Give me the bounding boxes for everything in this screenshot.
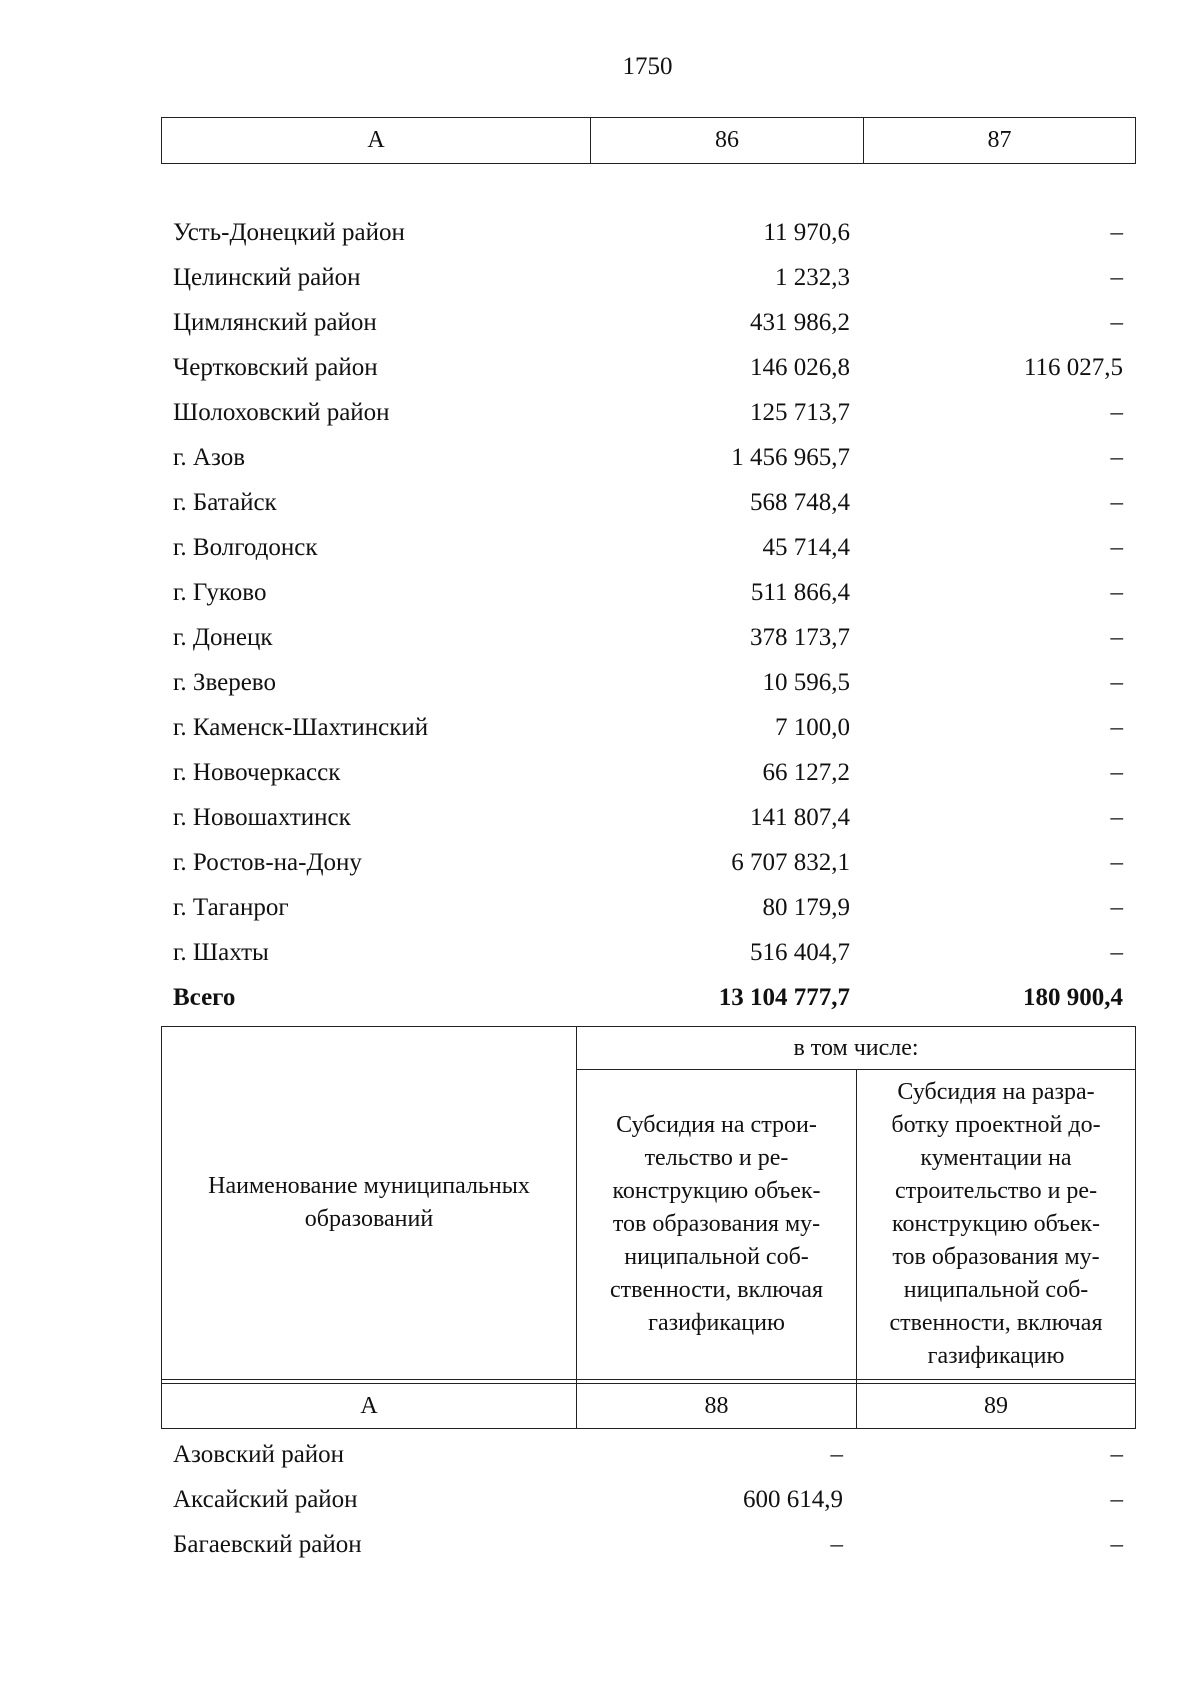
value-col-87: – (1110, 669, 1123, 696)
value-col-86: 568 748,4 (750, 489, 850, 516)
header-col-a: А (162, 118, 591, 164)
value-col-86: 10 596,5 (762, 669, 850, 696)
table-row (161, 615, 1135, 660)
table-row (161, 885, 1135, 930)
municipality-name: г. Новошахтинск (173, 804, 351, 831)
value-col-86: 7 100,0 (775, 714, 850, 741)
subsidy-design-docs-header (857, 1070, 1136, 1380)
value-col-87: – (1110, 219, 1123, 246)
value-col-87: – (1110, 804, 1123, 831)
value-col-86: 11 970,6 (763, 219, 850, 246)
table-row (161, 795, 1135, 840)
municipality-name: г. Гуково (173, 579, 267, 606)
subsidy-construction-header (577, 1070, 857, 1380)
value-col-89: – (1110, 1441, 1123, 1468)
municipality-name: г. Таганрог (173, 894, 289, 921)
table-row (161, 1432, 1135, 1477)
value-col-88: 600 614,9 (743, 1486, 843, 1513)
subsidy-construction-header-line: конструкцию объек- (612, 1178, 821, 1204)
subsidy-design-docs-header-line: ственности, включая (889, 1310, 1103, 1336)
value-col-86: 516 404,7 (750, 939, 850, 966)
value-col-86: 45 714,4 (762, 534, 850, 561)
subsidy-design-docs-header-line: конструкцию объек- (892, 1211, 1101, 1237)
total-col-87: 180 900,4 (1023, 984, 1123, 1011)
table2-body (161, 1432, 1135, 1567)
municipality-name: Багаевский район (173, 1531, 362, 1558)
value-col-87: – (1110, 309, 1123, 336)
subsidy-design-docs-header-line: газификацию (927, 1343, 1065, 1369)
municipality-name: г. Зверево (173, 669, 276, 696)
value-col-87: – (1110, 939, 1123, 966)
table1-body (161, 210, 1135, 1020)
value-col-87: – (1110, 894, 1123, 921)
table-row (161, 930, 1135, 975)
table1-header (161, 117, 1136, 164)
subsidy-design-docs-header-line: строительство и ре- (894, 1178, 1098, 1204)
table-row (161, 480, 1135, 525)
value-col-86: 1 232,3 (775, 264, 850, 291)
subsidy-construction-header-line: Субсидия на строи- (616, 1112, 817, 1138)
municipality-name: Шолоховский район (173, 399, 390, 426)
value-col-86: 146 026,8 (750, 354, 850, 381)
value-col-86: 1 456 965,7 (731, 444, 850, 471)
municipality-name: Азовский район (173, 1441, 345, 1468)
value-col-88: – (830, 1441, 843, 1468)
header-col-a-2: А (162, 1384, 577, 1429)
value-col-86: 66 127,2 (762, 759, 850, 786)
table-row (161, 435, 1135, 480)
municipality-name: Аксайский район (173, 1486, 358, 1513)
subsidy-design-docs-header-line: ботку проектной до- (891, 1112, 1101, 1138)
value-col-86: 511 866,4 (750, 579, 850, 606)
municipality-name: г. Волгодонск (173, 534, 318, 561)
value-col-86: 6 707 832,1 (731, 849, 850, 876)
table2-header (161, 1026, 1136, 1429)
subsidy-design-docs-header-line: тов образования му- (892, 1244, 1100, 1270)
value-col-89: – (1110, 1531, 1123, 1558)
table-row (161, 255, 1135, 300)
subsidy-construction-header-line: тов образования му- (612, 1211, 821, 1237)
value-col-87: – (1110, 399, 1123, 426)
municipality-name: Чертковский район (173, 354, 378, 381)
value-col-86: 141 807,4 (750, 804, 850, 831)
page-number: 1750 (622, 53, 673, 80)
value-col-87: – (1110, 489, 1123, 516)
total-col-86: 13 104 777,7 (718, 984, 850, 1011)
value-col-86: 431 986,2 (750, 309, 850, 336)
table-row (161, 1477, 1135, 1522)
table-row (161, 570, 1135, 615)
municipality-name: Целинский район (173, 264, 361, 291)
value-col-87: – (1110, 264, 1123, 291)
value-col-89: – (1110, 1486, 1123, 1513)
value-col-86: 378 173,7 (750, 624, 850, 651)
municipality-name: г. Новочеркасск (173, 759, 341, 786)
subsidy-construction-header-line: ственности, включая (610, 1277, 823, 1303)
value-col-87: – (1110, 714, 1123, 741)
table-row (161, 705, 1135, 750)
table-row (161, 345, 1135, 390)
municipality-name-header-text: Наименование муниципальных образований (208, 1173, 530, 1232)
municipality-name: г. Каменск-Шахтинский (173, 714, 429, 741)
value-col-88: – (830, 1531, 843, 1558)
value-col-87: – (1110, 624, 1123, 651)
value-col-87: – (1110, 444, 1123, 471)
value-col-87: – (1110, 534, 1123, 561)
municipality-name: г. Шахты (173, 939, 269, 966)
municipality-name: Усть-Донецкий район (173, 219, 405, 246)
total-row (161, 975, 1135, 1020)
header-col-86: 86 (591, 118, 864, 164)
value-col-86: 125 713,7 (750, 399, 850, 426)
header-col-88: 88 (577, 1384, 857, 1429)
subsidy-construction-header-line: газификацию (648, 1310, 785, 1336)
municipality-name: г. Азов (173, 444, 246, 471)
header-col-89: 89 (857, 1384, 1136, 1429)
subsidy-design-docs-header-line: ниципальной соб- (903, 1277, 1089, 1303)
value-col-87: – (1110, 849, 1123, 876)
table-row (161, 210, 1135, 255)
value-col-87: – (1110, 759, 1123, 786)
table-row (161, 525, 1135, 570)
total-label: Всего (173, 984, 236, 1011)
table-row (161, 300, 1135, 345)
subsidy-construction-header-line: ниципальной соб- (624, 1244, 809, 1270)
header-col-87: 87 (864, 118, 1136, 164)
table-row (161, 660, 1135, 705)
subsidy-design-docs-header-line: Субсидия на разра- (897, 1079, 1095, 1105)
municipality-name: г. Батайск (173, 489, 277, 516)
table-row (161, 750, 1135, 795)
municipality-name: г. Ростов-на-Дону (173, 849, 362, 876)
table-row (161, 1522, 1135, 1567)
municipality-name: Цимлянский район (173, 309, 377, 336)
including-header: в том числе: (577, 1027, 1136, 1070)
subsidy-design-docs-header-line: кументации на (920, 1145, 1072, 1171)
table-row (161, 390, 1135, 435)
value-col-87: 116 027,5 (1023, 354, 1123, 381)
table-row (161, 840, 1135, 885)
value-col-87: – (1110, 579, 1123, 606)
municipality-name: г. Донецк (173, 624, 273, 651)
municipality-name-header (162, 1027, 577, 1380)
subsidy-construction-header-line: тельство и ре- (644, 1145, 789, 1171)
value-col-86: 80 179,9 (762, 894, 850, 921)
